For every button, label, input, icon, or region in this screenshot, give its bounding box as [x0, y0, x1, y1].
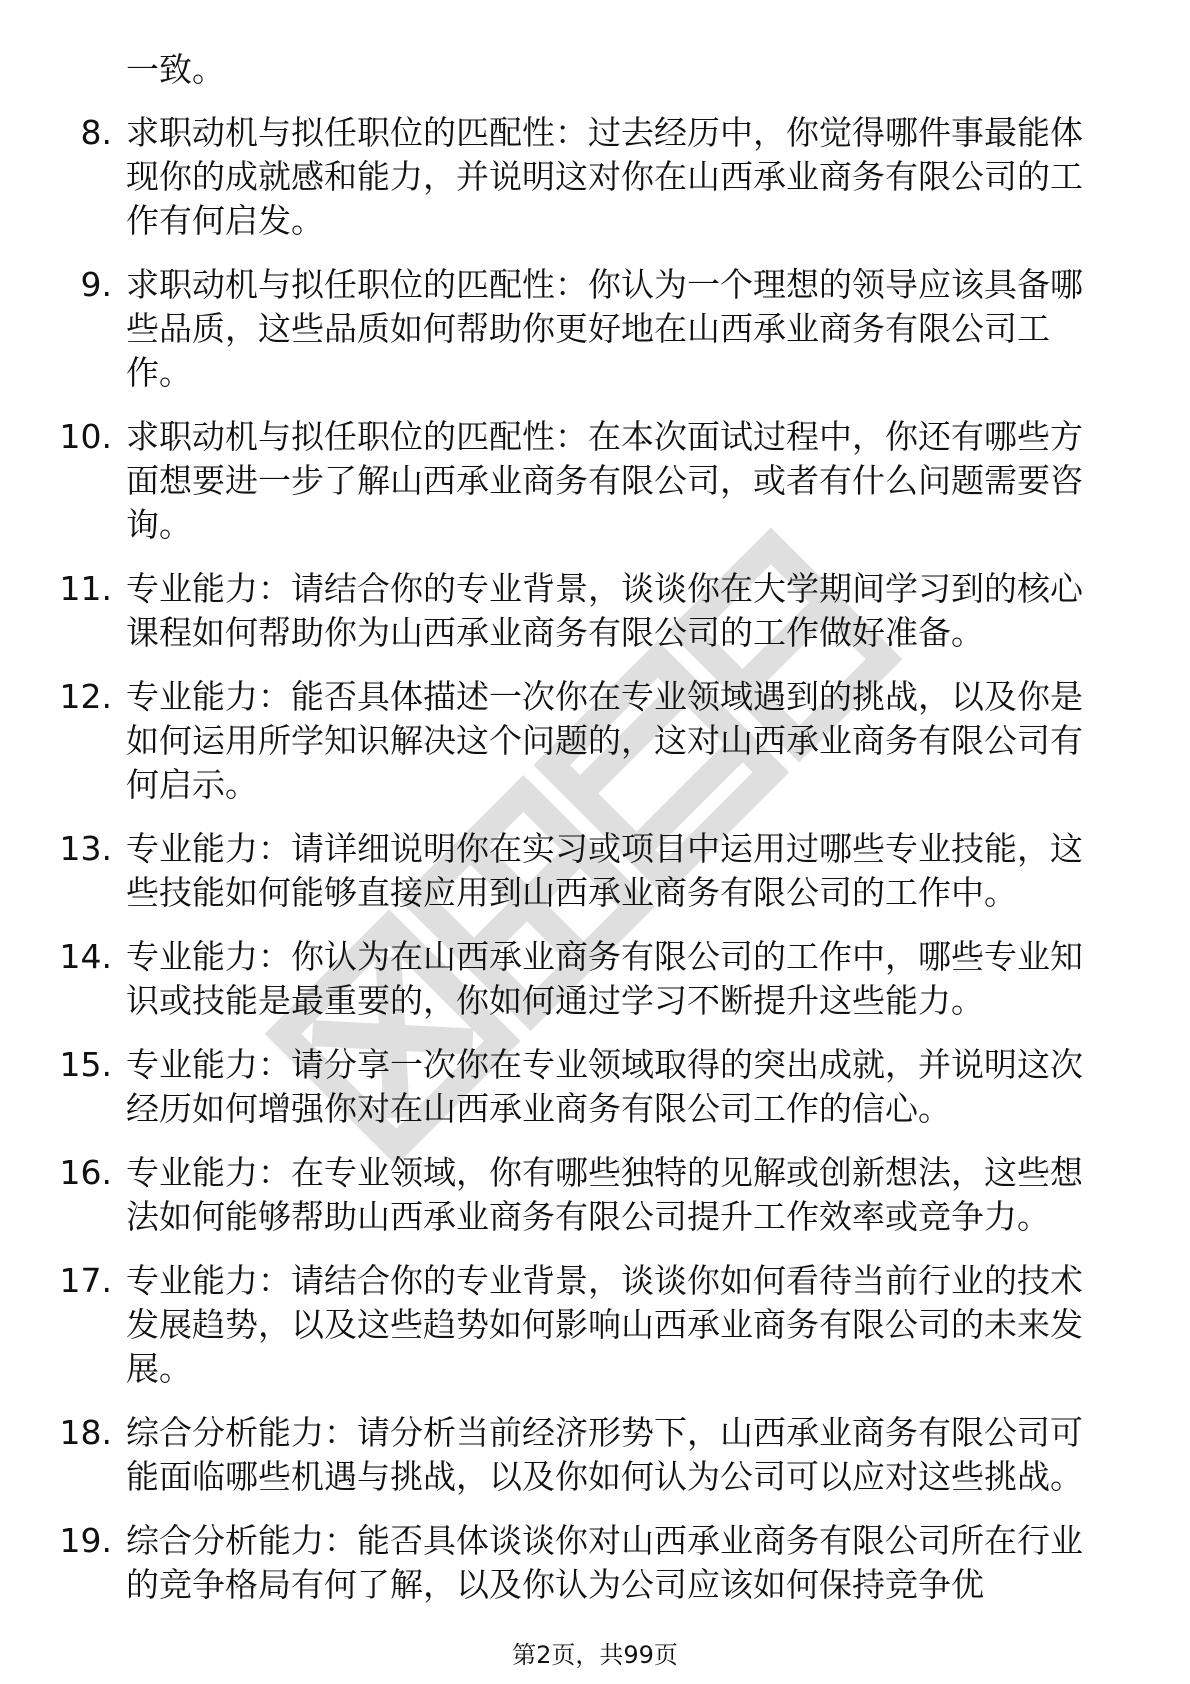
page-footer: 第2页，共99页: [512, 1641, 678, 1669]
question-item-8: [55, 111, 1115, 243]
document-body: [55, 48, 1115, 1607]
question-number: 18.: [59, 1413, 112, 1452]
question-item-13: [55, 827, 1115, 915]
question-item-10: [55, 415, 1115, 547]
question-item-14: [55, 935, 1115, 1023]
question-item-15: [55, 1043, 1115, 1131]
question-number: 16.: [59, 1153, 112, 1192]
question-item-11: [55, 567, 1115, 655]
question-item-17: [55, 1259, 1115, 1391]
question-list: [55, 111, 1115, 1607]
question-text: 求职动机与拟任职位的匹配性：过去经历中，你觉得哪件事最能体现你的成就感和能力，并说明这对你在山西承业商务有限公司的工作有何启发。: [126, 113, 1083, 240]
question-text: 专业能力：请结合你的专业背景，谈谈你在大学期间学习到的核心课程如何帮助你为山西承业商务有限公司的工作做好准备。: [126, 569, 1083, 652]
question-item-12: [55, 675, 1115, 807]
question-number: 15.: [59, 1045, 112, 1084]
question-item-18: [55, 1411, 1115, 1499]
question-number: 12.: [59, 677, 112, 716]
question-number: 14.: [59, 937, 112, 976]
question-text: 综合分析能力：请分析当前经济形势下，山西承业商务有限公司可能面临哪些机遇与挑战，以及你如何认为公司可以应对这些挑战。: [126, 1413, 1083, 1496]
question-number: 11.: [59, 569, 112, 608]
question-number: 13.: [59, 829, 112, 868]
question-text: 专业能力：请详细说明你在实习或项目中运用过哪些专业技能，这些技能如何能够直接应用到山西承业商务有限公司的工作中。: [126, 829, 1083, 912]
question-number: 8.: [80, 113, 112, 152]
question-text: 专业能力：能否具体描述一次你在专业领域遇到的挑战，以及你是如何运用所学知识解决这个问题的，这对山西承业商务有限公司有何启示。: [126, 677, 1083, 804]
question-number: 19.: [59, 1521, 112, 1560]
question-text: 求职动机与拟任职位的匹配性：在本次面试过程中，你还有哪些方面想要进一步了解山西承业商务有限公司，或者有什么问题需要咨询。: [126, 417, 1083, 544]
question-number: 9.: [80, 265, 112, 304]
question-text: 专业能力：你认为在山西承业商务有限公司的工作中，哪些专业知识或技能是最重要的，你如何通过学习不断提升这些能力。: [126, 937, 1083, 1020]
question-item-9: [55, 263, 1115, 395]
question-item-19: [55, 1519, 1115, 1607]
question-text: 综合分析能力：能否具体谈谈你对山西承业商务有限公司所在行业的竞争格局有何了解，以及你认为公司应该如何保持竞争优: [126, 1521, 1083, 1604]
question-number: 10.: [59, 417, 112, 456]
question-text: 专业能力：请结合你的专业背景，谈谈你如何看待当前行业的技术发展趋势，以及这些趋势如何影响山西承业商务有限公司的未来发展。: [126, 1261, 1083, 1388]
question-text: 求职动机与拟任职位的匹配性：你认为一个理想的领导应该具备哪些品质，这些品质如何帮助你更好地在山西承业商务有限公司工作。: [126, 265, 1083, 392]
question-text: 专业能力：在专业领域，你有哪些独特的见解或创新想法，这些想法如何能够帮助山西承业商务有限公司提升工作效率或竞争力。: [126, 1153, 1083, 1236]
continuation-text: 一致。: [126, 50, 225, 89]
question-text: 专业能力：请分享一次你在专业领域取得的突出成就，并说明这次经历如何增强你对在山西承业商务有限公司工作的信心。: [126, 1045, 1083, 1128]
question-item-16: [55, 1151, 1115, 1239]
question-number: 17.: [59, 1261, 112, 1300]
